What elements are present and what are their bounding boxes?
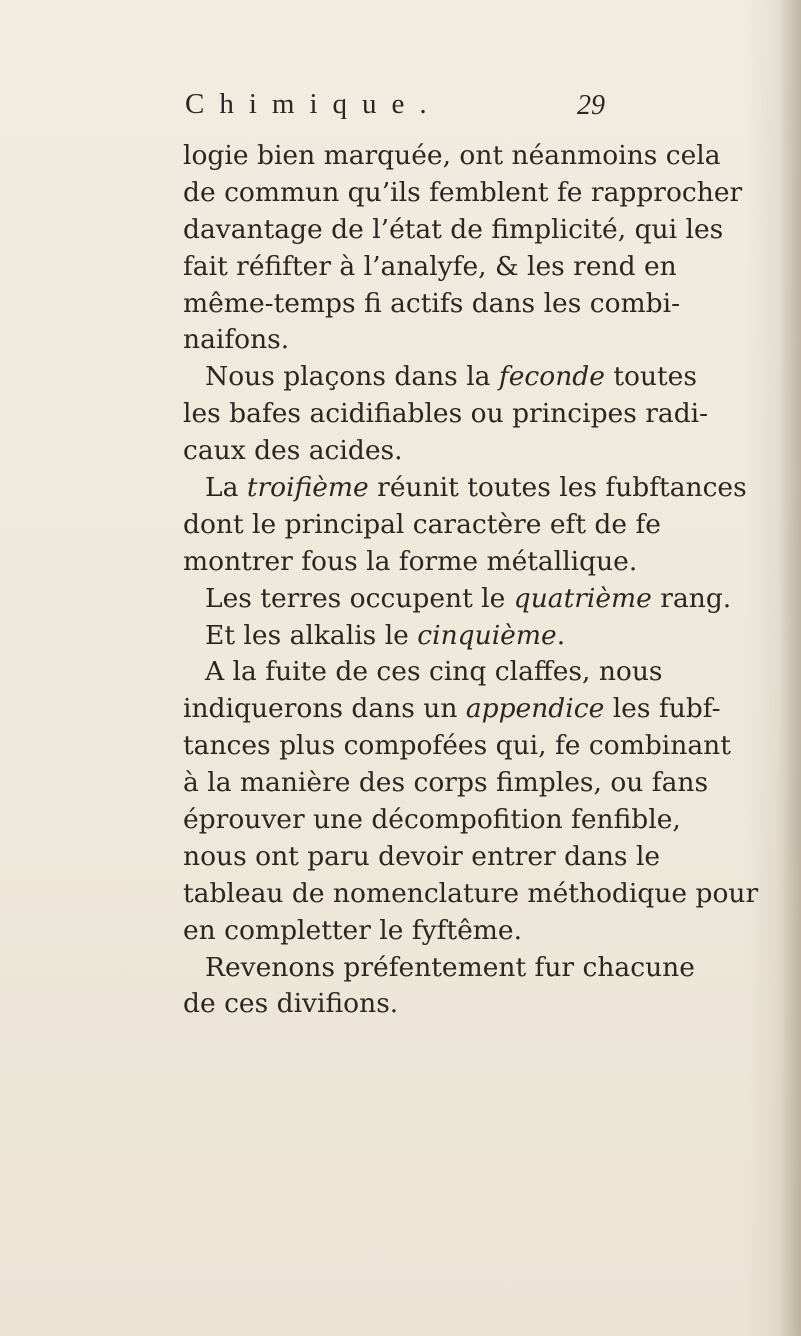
italic-term: quatrième: [513, 582, 652, 614]
text-run: en completter le fyftême.: [183, 914, 523, 946]
text-run: les bafes acidifiables ou principes radi-: [183, 398, 709, 430]
text-run: montrer fous la forme métallique.: [183, 545, 638, 577]
text-line: [183, 876, 759, 913]
text-line: [183, 691, 721, 728]
text-run: naifons.: [183, 324, 290, 356]
text-line: [183, 618, 603, 655]
text-line: [183, 986, 603, 1023]
text-line: [183, 359, 697, 396]
text-run: toutes: [604, 361, 697, 393]
text-line: [183, 839, 661, 876]
text-line: [183, 322, 603, 359]
text-run: Revenons préfentement fur chacune: [205, 951, 695, 983]
text-line: [183, 175, 743, 212]
text-run: .: [556, 619, 566, 651]
text-run: tances plus compofées qui, fe combinant: [183, 730, 731, 762]
text-line: [183, 138, 721, 175]
running-title: Chimique.: [185, 88, 442, 120]
text-run: Et les alkalis le: [205, 619, 418, 651]
italic-term: feconde: [498, 361, 605, 393]
body-text: [183, 138, 759, 1023]
text-run: La: [205, 472, 247, 504]
text-run: dont le principal caractère eft de fe: [183, 508, 661, 540]
text-line: [183, 212, 724, 249]
text-run: éprouver une décompofition fenfible,: [183, 804, 681, 836]
text-run: les fubf-: [604, 693, 721, 725]
text-line: [183, 765, 709, 802]
text-line: [183, 433, 603, 470]
text-run: de commun qu’ils femblent fe rapprocher: [183, 176, 743, 208]
text-line: [183, 286, 681, 323]
text-run: logie bien marquée, ont néanmoins cela: [183, 140, 721, 171]
italic-term: cinquième: [417, 619, 557, 651]
text-line: [183, 396, 709, 433]
text-line: [183, 544, 638, 581]
text-run: fait réfifter à l’analyfe, & les rend en: [183, 250, 677, 282]
italic-term: appendice: [465, 693, 605, 725]
text-run: réunit toutes les fubftances: [368, 472, 747, 504]
text-run: tableau de nomenclature méthodique pour: [183, 877, 759, 909]
text-run: même-temps fi actifs dans les combi-: [183, 287, 681, 319]
text-run: Nous plaçons dans la: [205, 361, 499, 393]
page-header: [185, 88, 605, 128]
page-edge-shadow: [779, 0, 801, 1336]
text-run: à la manière des corps fimples, ou fans: [183, 767, 709, 799]
text-run: indiquerons dans un: [183, 693, 466, 725]
text-run: de ces divifions.: [183, 988, 399, 1020]
text-line: [183, 654, 663, 691]
text-line: [183, 581, 732, 618]
text-run: Les terres occupent le: [205, 582, 514, 614]
text-line: [183, 249, 677, 286]
text-run: nous ont paru devoir entrer dans le: [183, 840, 661, 872]
text-run: davantage de l’état de fimplicité, qui les: [183, 213, 724, 245]
text-line: [183, 802, 681, 839]
text-run: caux des acides.: [183, 435, 403, 467]
text-line: [183, 728, 731, 765]
text-line: [183, 507, 661, 544]
text-run: rang.: [651, 582, 732, 614]
text-line: [183, 913, 603, 950]
italic-term: troifième: [246, 472, 369, 504]
text-line: [183, 470, 747, 507]
text-line: [183, 950, 695, 987]
page-number: 29: [577, 90, 605, 121]
text-run: A la fuite de ces cinq claffes, nous: [205, 656, 663, 688]
